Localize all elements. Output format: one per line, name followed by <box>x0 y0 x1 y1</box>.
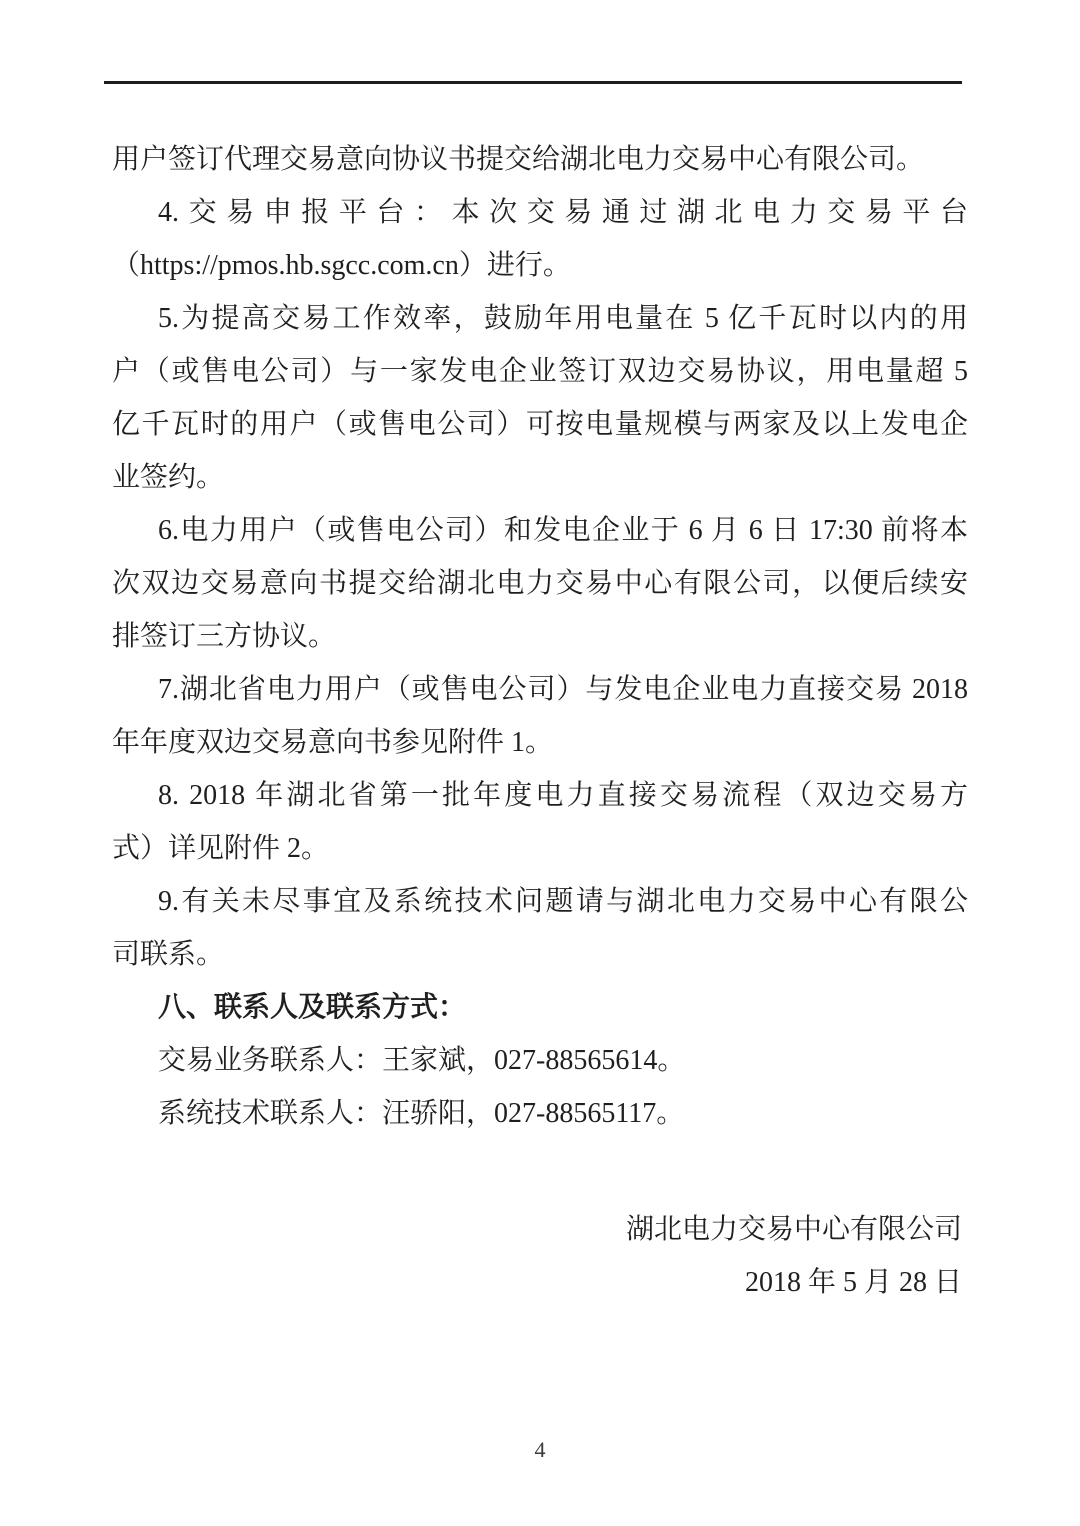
paragraph-item-5 <box>112 292 968 504</box>
text-line: 交易业务联系人：王家斌，027-88565614。 <box>158 1045 686 1076</box>
paragraph-continuation <box>112 133 968 186</box>
text-line: 式）详见附件 2。 <box>112 833 330 864</box>
text-line: 次双边交易意向书提交给湖北电力交易中心有限公司，以便后续安 <box>112 568 968 599</box>
page-number: 4 <box>534 1437 546 1462</box>
text-line: 户（或售电公司）与一家发电企业签订双边交易协议，用电量超 5 <box>112 356 968 387</box>
paragraph-item-4 <box>112 186 968 292</box>
text-line: 亿千瓦时的用户（或售电公司）可按电量规模与两家及以上发电企 <box>112 409 968 440</box>
text-line: 业签约。 <box>112 462 225 493</box>
page-footer <box>0 1437 1080 1463</box>
signature-block <box>626 1203 962 1309</box>
text-line: 4.交易申报平台：本次交易通过湖北电力交易平台 <box>158 197 968 228</box>
signature-company: 湖北电力交易中心有限公司 <box>625 1214 962 1245</box>
paragraph-item-7 <box>112 663 968 769</box>
text-line: 系统技术联系人：汪骄阳，027-88565117。 <box>158 1098 685 1129</box>
text-line: 年年度双边交易意向书参见附件 1。 <box>112 727 554 758</box>
header-rule <box>104 81 962 84</box>
text-line: 9.有关未尽事宜及系统技术问题请与湖北电力交易中心有限公 <box>158 886 968 917</box>
contact-line-tech <box>112 1087 968 1140</box>
paragraph-item-9 <box>112 875 968 981</box>
document-body <box>112 133 968 1140</box>
text-line: （https://pmos.hb.sgcc.com.cn）进行。 <box>112 250 571 281</box>
text-line: 7.湖北省电力用户（或售电公司）与发电企业电力直接交易 2018 <box>158 674 968 705</box>
contact-line-trade <box>112 1034 968 1087</box>
signature-date: 2018 年 5 月 28 日 <box>744 1267 962 1298</box>
paragraph-item-6 <box>112 504 968 663</box>
text-line: 用户签订代理交易意向协议书提交给湖北电力交易中心有限公司。 <box>112 144 925 175</box>
text-line: 八、联系人及联系方式： <box>158 992 467 1023</box>
paragraph-item-8 <box>112 769 968 875</box>
text-line: 5.为提高交易工作效率，鼓励年用电量在 5 亿千瓦时以内的用 <box>158 303 968 334</box>
text-line: 8. 2018 年湖北省第一批年度电力直接交易流程（双边交易方 <box>158 780 968 811</box>
section-heading-contacts <box>112 981 968 1034</box>
text-line: 排签订三方协议。 <box>112 621 337 652</box>
text-line: 6.电力用户（或售电公司）和发电企业于 6 月 6 日 17:30 前将本 <box>158 515 968 546</box>
text-line: 司联系。 <box>112 939 225 970</box>
